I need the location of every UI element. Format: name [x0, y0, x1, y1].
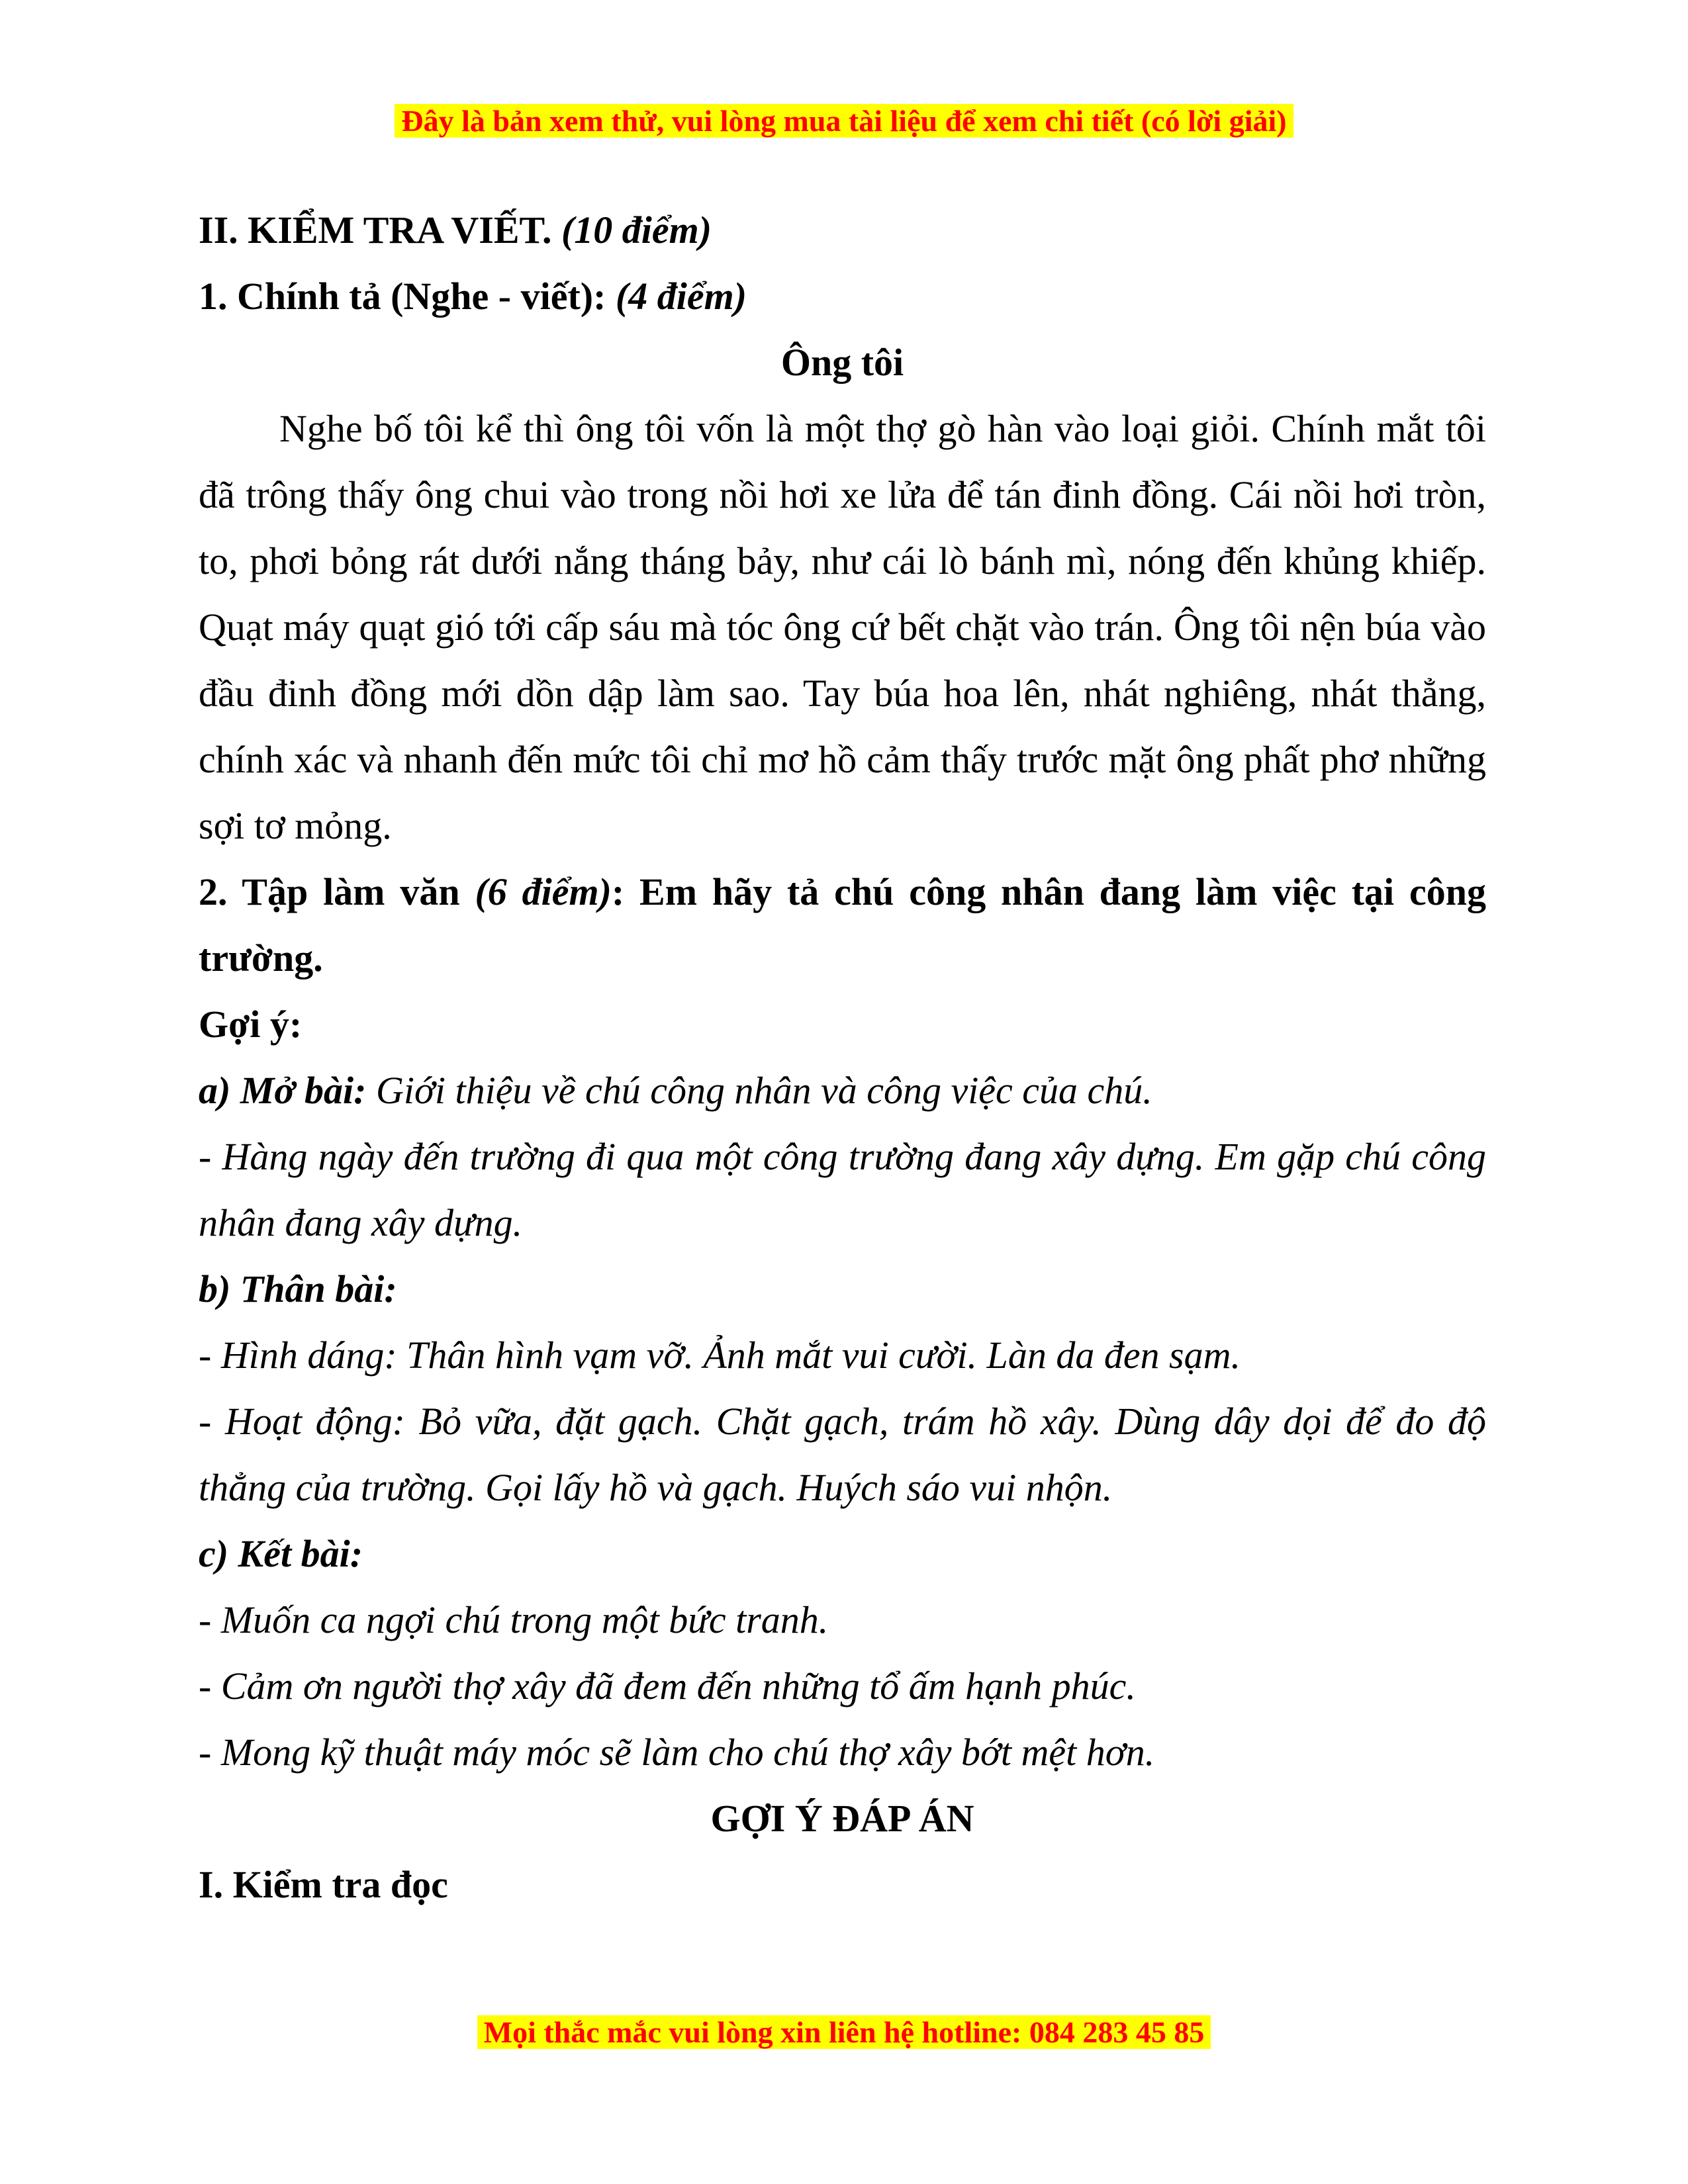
dictation-passage: Nghe bố tôi kể thì ông tôi vốn là một thợ gò hàn vào loại giỏi. Chính mắt tôi đã trông thấy ông chui vào trong nồi hơi xe lửa để tán đinh đồng. Cái nồi hơi tròn, to, phơi bỏng rát dưới nắng tháng bảy, như cái lò bánh mì, nóng đến khủng khiếp. Quạt máy quạt gió tới cấp sáu mà tóc ông cứ bết chặt vào trán. Ông tôi nện búa vào đầu đinh đồng mới dồn dập làm sao. Tay búa hoa lên, nhát nghiêng, nhát thẳng, chính xác và nhanh đến mức tôi chỉ mơ hồ cảm thấy trước mặt ông phất phơ những sợi tơ mỏng. [199, 407, 1486, 847]
essay-task: 2. Tập làm văn (6 điểm): Em hãy tả chú công nhân đang làm việc tại công trường. [199, 870, 1486, 979]
outline-item-body-label: b) Thân bài: [199, 1267, 397, 1310]
dictation-title: Ông tôi [780, 341, 904, 384]
outline-item: - Hình dáng: Thân hình vạm vỡ. Ảnh mắt vui cười. Làn da đen sạm. [199, 1334, 1241, 1377]
hotline-text: Mọi thắc mắc vui lòng xin liên hệ hotline: 084 283 45 85 [477, 2015, 1211, 2049]
writing-test-heading: II. KIỂM TRA VIẾT. (10 điểm) [199, 208, 712, 251]
outline-item: - Hoạt động: Bỏ vữa, đặt gạch. Chặt gạch, trám hồ xây. Dùng dây dọi để đo độ thẳng của trường. Gọi lấy hồ và gạch. Huých sáo vui nhộn. [199, 1400, 1486, 1509]
outline-item: - Muốn ca ngợi chú trong một bức tranh. [199, 1598, 829, 1641]
preview-notice-text: Đây là bản xem thử, vui lòng mua tài liệu để xem chi tiết (có lời giải) [395, 104, 1293, 138]
hint-label: Gợi ý: [199, 1003, 303, 1046]
answer-key-heading: GỢI Ý ĐÁP ÁN [710, 1797, 974, 1840]
outline-item-conclusion-label: c) Kết bài: [199, 1532, 363, 1575]
outline-item: - Cảm ơn người thợ xây đã đem đến những tổ ấm hạnh phúc. [199, 1664, 1136, 1707]
hotline-banner [0, 2011, 1688, 2054]
reading-test-heading: I. Kiểm tra đọc [199, 1863, 448, 1906]
outline-item: - Hàng ngày đến trường đi qua một công trường đang xây dựng. Em gặp chú công nhân đang xây dựng. [199, 1135, 1486, 1244]
dictation-heading: 1. Chính tả (Nghe - viết): (4 điểm) [199, 275, 747, 318]
outline-item: - Mong kỹ thuật máy móc sẽ làm cho chú thợ xây bớt mệt hơn. [199, 1731, 1155, 1774]
outline-item-intro: a) Mở bài: Giới thiệu về chú công nhân và công việc của chú. [199, 1069, 1152, 1112]
preview-notice-banner [0, 99, 1688, 143]
document-body [199, 197, 1486, 1918]
